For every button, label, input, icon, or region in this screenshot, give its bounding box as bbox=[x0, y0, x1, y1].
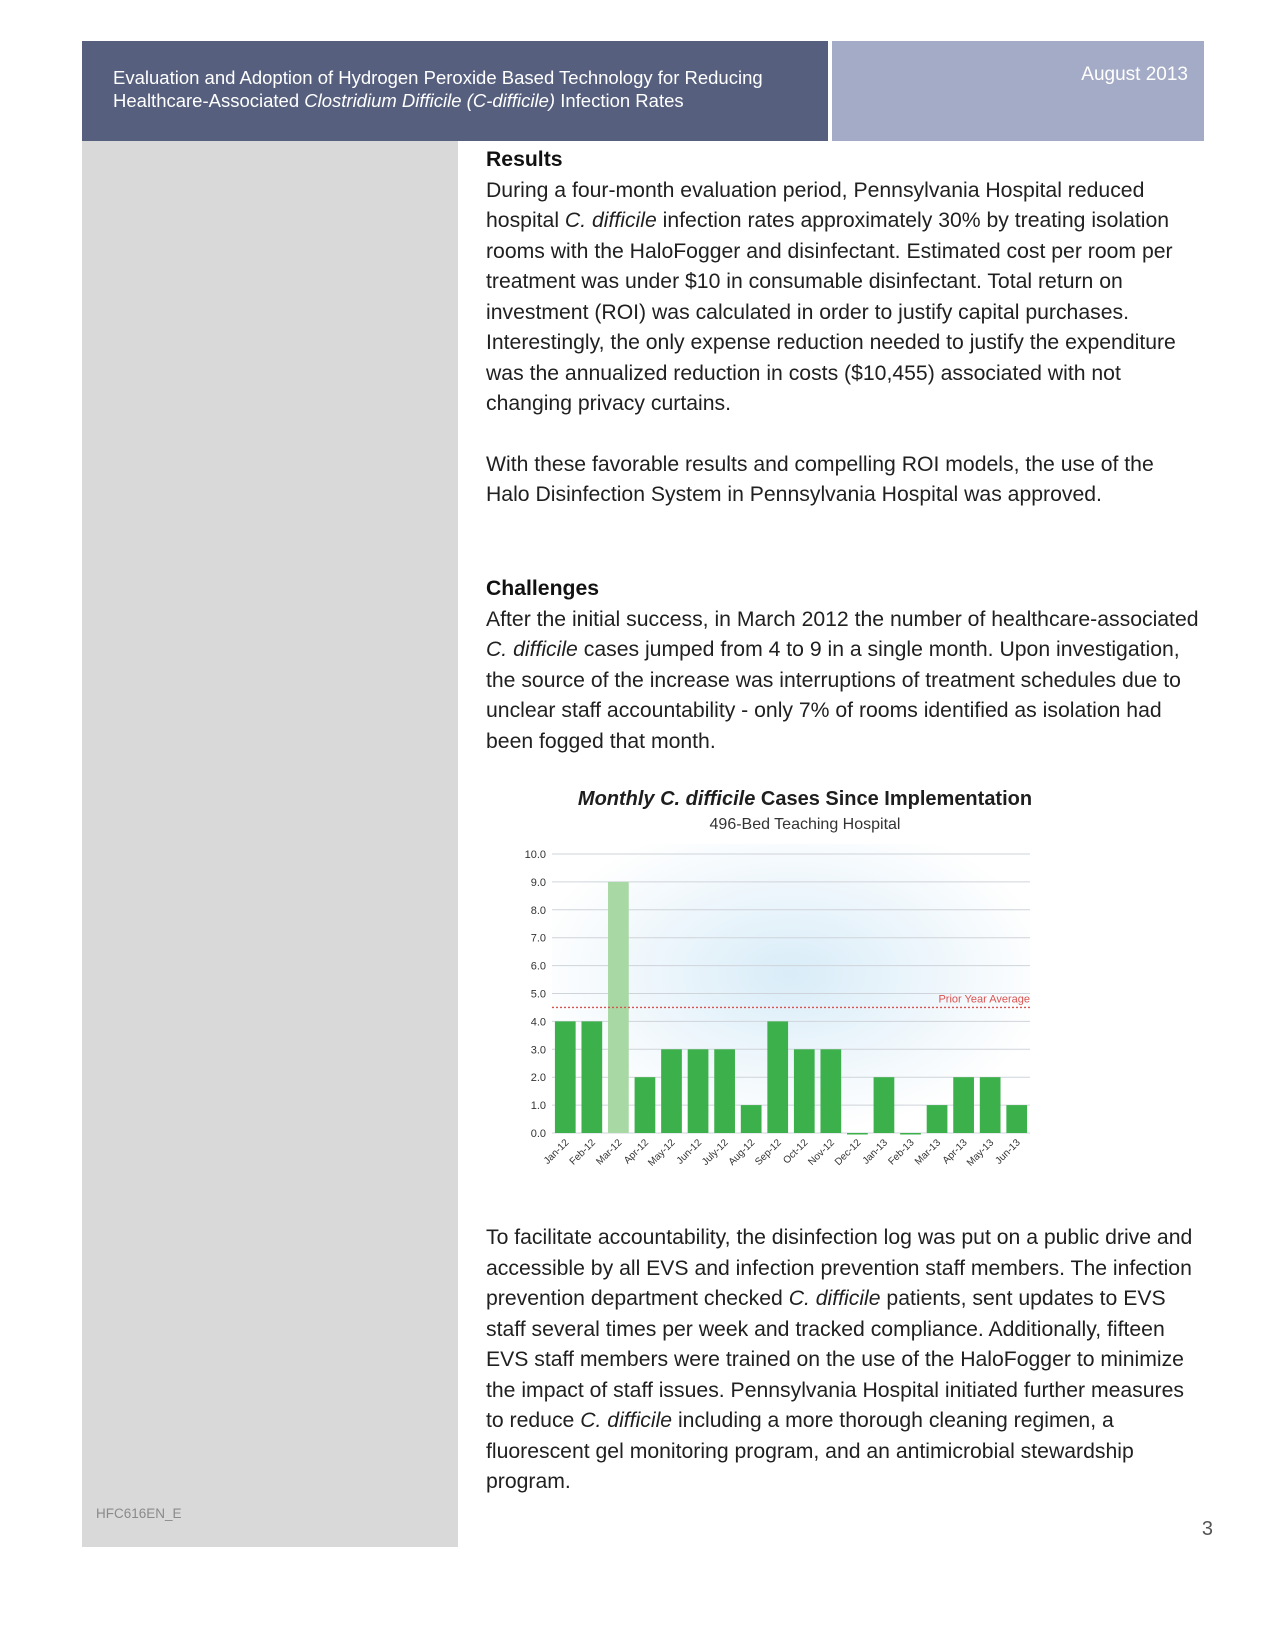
y-tick-label: 3.0 bbox=[530, 1044, 546, 1057]
y-tick-label: 1.0 bbox=[530, 1100, 546, 1113]
x-tick-label: Jun-13 bbox=[993, 1137, 1023, 1167]
reference-line-label: Prior Year Average bbox=[938, 993, 1030, 1006]
x-tick-label: Apr-12 bbox=[622, 1137, 652, 1167]
x-tick-label: July-12 bbox=[700, 1137, 731, 1168]
y-tick-label: 0.0 bbox=[530, 1128, 546, 1140]
document-title bbox=[113, 66, 813, 112]
y-tick-label: 6.0 bbox=[530, 960, 546, 973]
challenges-heading: Challenges bbox=[486, 577, 600, 600]
x-tick-label: Mar-12 bbox=[594, 1137, 625, 1168]
header-date-panel bbox=[832, 41, 1204, 141]
y-tick-label: 9.0 bbox=[530, 876, 546, 889]
y-tick-label: 8.0 bbox=[530, 904, 546, 917]
sidebar bbox=[82, 141, 458, 1547]
x-tick-label: May-12 bbox=[646, 1137, 678, 1169]
title-line-1: Evaluation and Adoption of Hydrogen Peroxide Based Technology for Reducing bbox=[113, 67, 763, 88]
chart-title-italic: Monthly C. difficile bbox=[577, 788, 756, 810]
bar bbox=[635, 1077, 656, 1133]
bar bbox=[820, 1049, 841, 1133]
chart-title-rest: Cases Since Implementation bbox=[755, 788, 1033, 810]
x-tick-label: Sep-12 bbox=[753, 1137, 784, 1168]
x-tick-label: Feb-12 bbox=[567, 1137, 598, 1168]
bar bbox=[874, 1077, 895, 1133]
chart-subtitle: 496-Bed Teaching Hospital bbox=[709, 816, 901, 833]
results-paragraph-2: With these favorable results and compelling ROI models, the use of the Halo Disinfection System in Pennsylvania Hospital was approved. bbox=[486, 452, 1154, 506]
bar bbox=[661, 1049, 682, 1133]
bar bbox=[980, 1077, 1001, 1133]
x-tick-label: Dec-12 bbox=[832, 1137, 864, 1168]
bar bbox=[847, 1133, 868, 1135]
document-code: HFC616EN_E bbox=[96, 1506, 182, 1521]
page-number: 3 bbox=[1201, 1518, 1213, 1540]
y-tick-label: 4.0 bbox=[530, 1016, 546, 1029]
y-tick-label: 2.0 bbox=[530, 1072, 546, 1085]
x-tick-label: Feb-13 bbox=[886, 1137, 917, 1168]
bar bbox=[581, 1021, 602, 1133]
bar bbox=[767, 1021, 788, 1133]
bar bbox=[741, 1105, 762, 1133]
bar bbox=[900, 1133, 921, 1135]
x-tick-label: May-13 bbox=[964, 1137, 997, 1169]
results-paragraph-1: During a four-month evaluation period, Pennsylvania Hospital reduced hospital C. difficile infection rates approximately 30% by treating isolation rooms with the HaloFogger and disinfectant. Estimated cost per room per treatment was under $10 in consumable disinfectant. Total return on investment (ROI) was calculated in order to justify capital purchases. Interestingly, the only expense reduction needed to justify the expenditure was the annualized reduction in costs ($10,455) associated with not changing privacy curtains. bbox=[486, 178, 1176, 415]
document-date: August 2013 bbox=[1081, 64, 1188, 85]
x-tick-label: Nov-12 bbox=[806, 1137, 837, 1168]
x-tick-label: Oct-12 bbox=[781, 1137, 811, 1167]
x-tick-label: Apr-13 bbox=[940, 1137, 970, 1167]
title-line-2-prefix: Healthcare-Associated bbox=[113, 90, 305, 111]
bar bbox=[555, 1021, 576, 1133]
title-line-2-suffix: Infection Rates bbox=[555, 90, 684, 111]
x-tick-label: Aug-12 bbox=[726, 1137, 758, 1168]
bar bbox=[927, 1105, 948, 1133]
x-tick-label: Jan-13 bbox=[860, 1137, 891, 1167]
y-tick-label: 10.0 bbox=[524, 849, 546, 861]
x-tick-label: Jan-12 bbox=[541, 1137, 572, 1167]
bar bbox=[714, 1049, 735, 1133]
bar bbox=[688, 1049, 709, 1133]
y-tick-label: 7.0 bbox=[530, 932, 546, 945]
bar bbox=[794, 1049, 815, 1133]
challenges-section bbox=[486, 574, 1201, 757]
title-line-2-italic: Clostridium Difficile (C-difficile) bbox=[304, 90, 556, 111]
title-line-2 bbox=[113, 89, 813, 112]
x-tick-label: Mar-13 bbox=[912, 1137, 944, 1168]
results-heading: Results bbox=[486, 148, 563, 171]
challenges-paragraph: After the initial success, in March 2012 the number of healthcare-associated C. difficile cases jumped from 4 to 9 in a single month. Upon investigation, the source of the increase was interruptions of treatment schedules due to unclear staff accountability - only 7% of rooms identified as isolation had been fogged that month. bbox=[486, 607, 1199, 753]
closing-paragraph: To facilitate accountability, the disinfection log was put on a public drive and accessible by all EVS and infection prevention staff members. The infection prevention department checked C. difficile patients, sent updates to EVS staff several times per week and tracked compliance. Additionally, fifteen EVS staff members were trained on the use of the HaloFogger to minimize the impact of staff issues. Pennsylvania Hospital initiated further measures to reduce C. difficile including a more thorough cleaning regimen, a fluorescent gel monitoring program, and an antimicrobial stewardship program. bbox=[486, 1226, 1193, 1493]
x-tick-label: Jun-12 bbox=[674, 1137, 705, 1167]
bar bbox=[1006, 1105, 1027, 1133]
results-section bbox=[486, 145, 1201, 511]
closing-section bbox=[486, 1223, 1201, 1498]
header-banner bbox=[82, 41, 828, 141]
cases-bar-chart bbox=[520, 788, 1090, 1218]
chart-plot bbox=[520, 788, 1090, 1218]
bar bbox=[953, 1077, 974, 1133]
y-tick-label: 5.0 bbox=[530, 988, 546, 1001]
